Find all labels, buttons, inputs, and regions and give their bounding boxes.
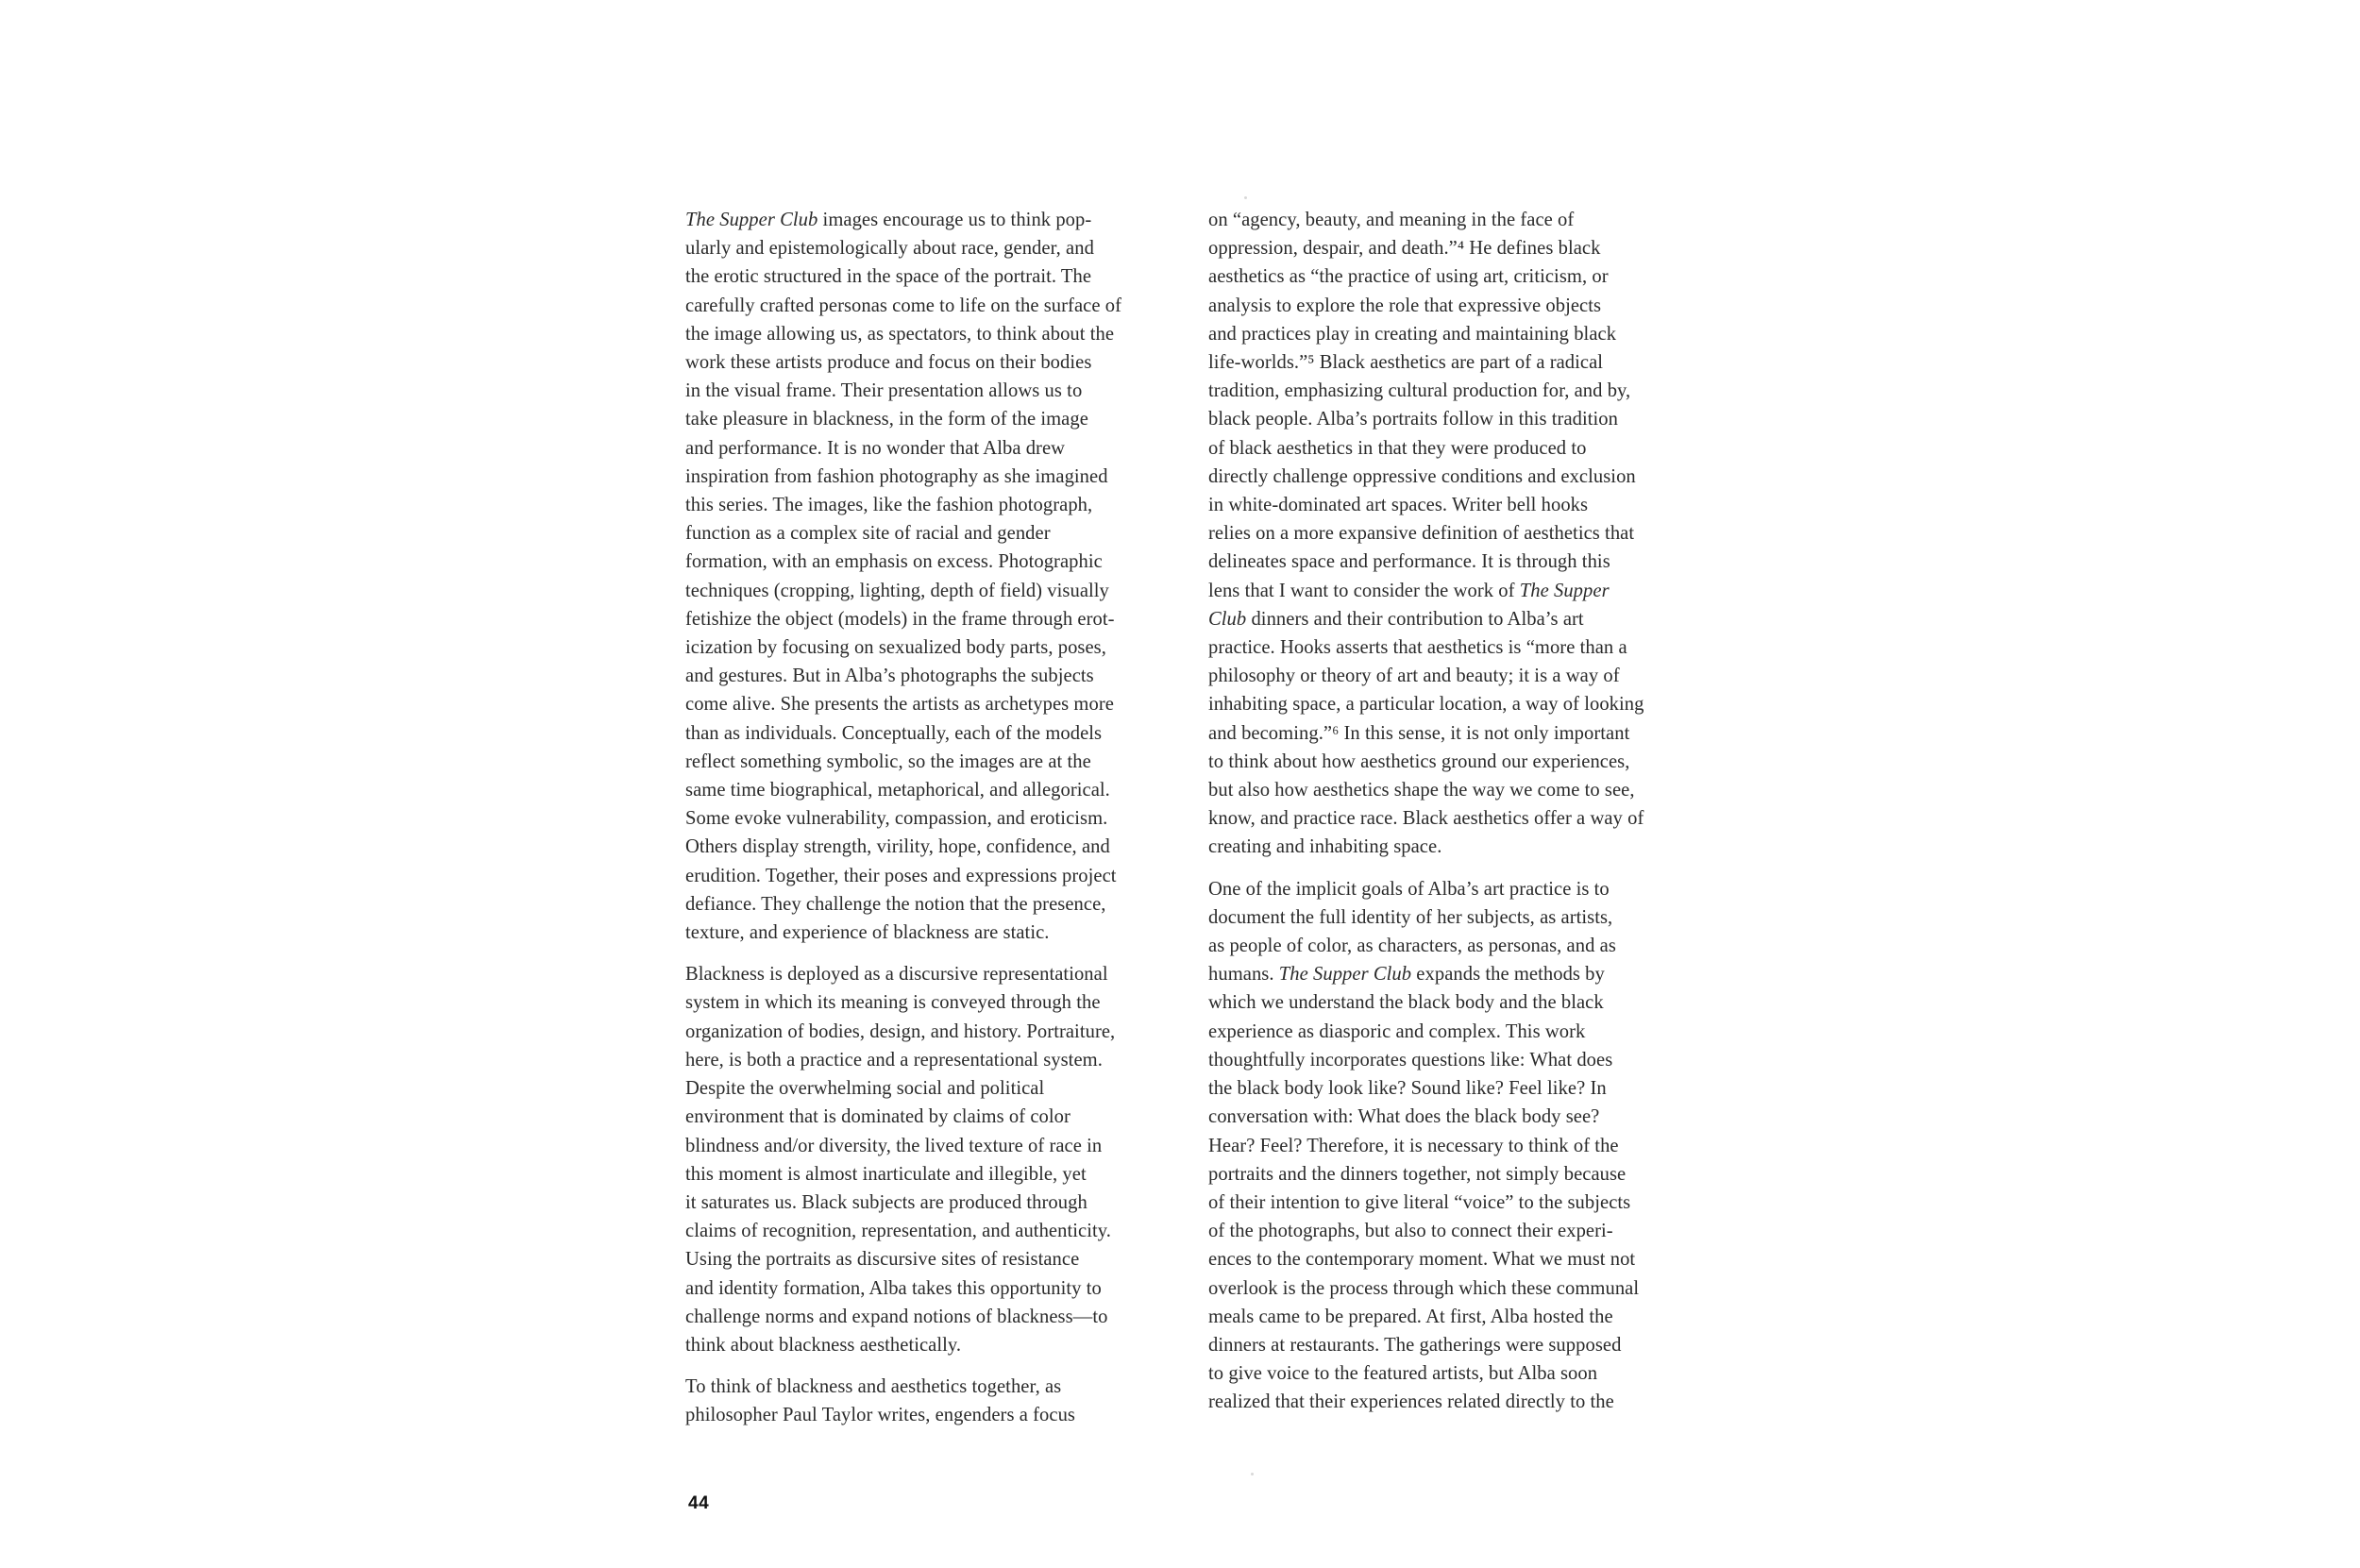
text-line: black people. Alba’s portraits follow in this tradition	[1208, 409, 1619, 430]
text-line: the erotic structured in the space of the portrait. The	[685, 266, 1092, 288]
text-line: creating and inhabiting space.	[1208, 836, 1442, 858]
text-line: dinners at restaurants. The gatherings were supposed	[1208, 1334, 1622, 1356]
text-line: icization by focusing on sexualized body parts, poses,	[685, 637, 1106, 659]
text-line: as people of color, as characters, as personas, and as	[1208, 936, 1616, 957]
text-line: and practices play in creating and maintaining black	[1208, 323, 1617, 345]
text-line: fetishize the object (models) in the frame through erot-	[685, 608, 1115, 630]
scan-speck	[1251, 1473, 1254, 1475]
page-number: 44	[688, 1493, 710, 1513]
text-line: philosopher Paul Taylor writes, engenders a focus	[685, 1405, 1075, 1426]
text-line: which we understand the black body and the black	[1208, 992, 1604, 1014]
text-line: reflect something symbolic, so the images are at the	[685, 750, 1091, 772]
text-line: to think about how aesthetics ground our experiences,	[1208, 750, 1630, 772]
text-line: function as a complex site of racial and gender	[685, 523, 1051, 545]
text-line: portraits and the dinners together, not simply because	[1208, 1163, 1627, 1185]
text-line: in white-dominated art spaces. Writer bell hooks	[1208, 495, 1589, 516]
text-line: To think of blackness and aesthetics together, as	[685, 1376, 1062, 1398]
text-line: texture, and experience of blackness are static.	[685, 922, 1050, 944]
text-line: of black aesthetics in that they were produced to	[1208, 437, 1587, 459]
text-line: ularly and epistemologically about race, gender, and	[685, 238, 1094, 260]
text-line: directly challenge oppressive conditions and exclusion	[1208, 465, 1636, 487]
text-line: carefully crafted personas come to life on the surface of	[685, 295, 1121, 316]
text-line: think about blackness aesthetically.	[685, 1334, 962, 1356]
text-line: take pleasure in blackness, in the form of the image	[685, 409, 1088, 430]
text-line: One of the implicit goals of Alba’s art practice is to	[1208, 878, 1610, 900]
text-line: organization of bodies, design, and history. Portraiture,	[685, 1020, 1116, 1042]
text-line: lens that I want to consider the work of The Supper	[1208, 580, 1610, 601]
text-line: realized that their experiences related directly to the	[1208, 1391, 1614, 1413]
italic-title: The Supper Club	[1278, 964, 1412, 986]
text-line: delineates space and performance. It is through this	[1208, 551, 1610, 573]
text-line: tradition, emphasizing cultural production for, and by,	[1208, 380, 1631, 402]
text-line: Club dinners and their contribution to Alba’s art	[1208, 608, 1584, 630]
text-line: oppression, despair, and death.”⁴ He defines black	[1208, 238, 1601, 260]
text-line: Blackness is deployed as a discursive representational	[685, 964, 1108, 986]
text-line: erudition. Together, their poses and expressions project	[685, 865, 1117, 886]
text-line: same time biographical, metaphorical, and allegorical.	[685, 780, 1110, 801]
text-line: practice. Hooks asserts that aesthetics is “more than a	[1208, 637, 1627, 659]
text-line: inspiration from fashion photography as she imagined	[685, 465, 1108, 487]
text-line: and gestures. But in Alba’s photographs the subjects	[685, 666, 1094, 687]
paragraph-gap	[685, 1359, 1162, 1373]
paragraph-gap	[1208, 862, 1685, 875]
text-line: work these artists produce and focus on their bodies	[685, 352, 1092, 374]
text-line: experience as diasporic and complex. This work	[1208, 1020, 1586, 1042]
paragraph	[685, 960, 1162, 1359]
text-line: Others display strength, virility, hope, confidence, and	[685, 836, 1110, 858]
text-line: challenge norms and expand notions of blackness—to	[685, 1306, 1108, 1327]
text-line: of their intention to give literal “voice” to the subjects	[1208, 1191, 1631, 1213]
right-text-column	[1208, 206, 1685, 1417]
text-line: know, and practice race. Black aesthetics offer a way of	[1208, 808, 1644, 830]
paragraph-gap	[685, 947, 1162, 960]
italic-title: Club	[1208, 608, 1247, 630]
text-line: defiance. They challenge the notion that the presence,	[685, 893, 1106, 915]
scan-speck	[1244, 196, 1247, 199]
italic-title: The Supper	[1519, 580, 1610, 601]
text-line: in the visual frame. Their presentation allows us to	[685, 380, 1083, 402]
text-line: the black body look like? Sound like? Feel like? In	[1208, 1078, 1607, 1100]
text-line: but also how aesthetics shape the way we come to see,	[1208, 780, 1635, 801]
text-line: system in which its meaning is conveyed through the	[685, 992, 1101, 1014]
text-line: techniques (cropping, lighting, depth of field) visually	[685, 580, 1109, 601]
text-line: meals came to be prepared. At first, Alba hosted the	[1208, 1306, 1613, 1327]
text-line: the image allowing us, as spectators, to think about the	[685, 323, 1115, 345]
text-line: thoughtfully incorporates questions like: What does	[1208, 1049, 1613, 1071]
text-line: this moment is almost inarticulate and illegible, yet	[685, 1163, 1087, 1185]
text-line: blindness and/or diversity, the lived texture of race in	[685, 1135, 1103, 1156]
text-line: ences to the contemporary moment. What we must not	[1208, 1249, 1636, 1271]
text-line: claims of recognition, representation, and authenticity.	[685, 1221, 1111, 1242]
text-line: analysis to explore the role that expressive objects	[1208, 295, 1602, 316]
text-line: humans. The Supper Club expands the methods by	[1208, 964, 1605, 986]
text-line: Hear? Feel? Therefore, it is necessary to think of the	[1208, 1135, 1619, 1156]
text-line: The Supper Club images encourage us to think pop-	[685, 210, 1092, 230]
paragraph	[1208, 875, 1685, 1417]
text-line: conversation with: What does the black body see?	[1208, 1106, 1600, 1128]
text-line: philosophy or theory of art and beauty; it is a way of	[1208, 666, 1620, 687]
text-line: to give voice to the featured artists, but Alba soon	[1208, 1363, 1598, 1385]
text-line: overlook is the process through which these communal	[1208, 1277, 1640, 1299]
text-line: and performance. It is no wonder that Alba drew	[685, 437, 1066, 459]
text-line: Despite the overwhelming social and political	[685, 1078, 1045, 1100]
paragraph	[685, 206, 1162, 947]
text-line: than as individuals. Conceptually, each of the models	[685, 722, 1103, 744]
text-line: and identity formation, Alba takes this opportunity to	[685, 1277, 1102, 1299]
text-line: inhabiting space, a particular location, a way of looking	[1208, 694, 1644, 716]
left-text-column	[685, 206, 1162, 1430]
text-line: Some evoke vulnerability, compassion, and eroticism.	[685, 808, 1108, 830]
text-line: aesthetics as “the practice of using art, criticism, or	[1208, 266, 1609, 288]
paragraph	[685, 1373, 1162, 1429]
text-line: life-worlds.”⁵ Black aesthetics are part of a radical	[1208, 352, 1604, 374]
text-line: come alive. She presents the artists as archetypes more	[685, 694, 1114, 716]
text-line: here, is both a practice and a representational system.	[685, 1049, 1103, 1071]
text-line: of the photographs, but also to connect their experi-	[1208, 1221, 1613, 1242]
text-line: document the full identity of her subjects, as artists,	[1208, 906, 1613, 928]
text-line: and becoming.”⁶ In this sense, it is not only important	[1208, 722, 1630, 744]
text-line: environment that is dominated by claims of color	[685, 1106, 1070, 1128]
text-line: on “agency, beauty, and meaning in the face of	[1208, 210, 1575, 230]
italic-title: The Supper Club	[685, 210, 818, 230]
paragraph	[1208, 206, 1685, 862]
text-line: relies on a more expansive definition of aesthetics that	[1208, 523, 1635, 545]
text-line: it saturates us. Black subjects are produced through	[685, 1191, 1087, 1213]
text-line: formation, with an emphasis on excess. Photographic	[685, 551, 1103, 573]
text-line: Using the portraits as discursive sites of resistance	[685, 1249, 1080, 1271]
text-line: this series. The images, like the fashion photograph,	[685, 495, 1093, 516]
